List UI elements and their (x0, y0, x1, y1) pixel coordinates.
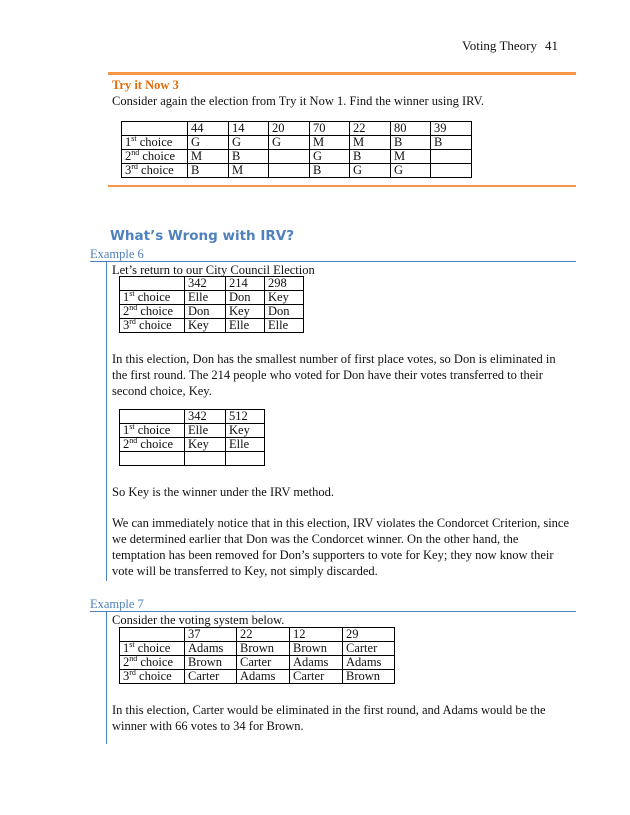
table-header-row (122, 122, 472, 136)
table-cell: Elle (185, 424, 226, 438)
table-header-row (120, 410, 265, 424)
try-it-now-table (121, 121, 472, 178)
table-cell: 44 (188, 122, 229, 136)
table-cell: G (229, 136, 269, 150)
table-cell: M (188, 150, 229, 164)
example-7-intro: Consider the voting system below. (112, 613, 285, 627)
table-cell: Carter (290, 670, 343, 684)
table-cell: M (229, 164, 269, 178)
table-cell: 214 (226, 277, 265, 291)
table-cell: Carter (343, 642, 395, 656)
table-row (120, 424, 265, 438)
table-cell: 14 (229, 122, 269, 136)
table-cell: 342 (185, 277, 226, 291)
table-cell: 342 (185, 410, 226, 424)
section-title: What’s Wrong with IRV? (110, 228, 295, 244)
table-cell: 298 (265, 277, 304, 291)
table-cell: 22 (350, 122, 391, 136)
table-row (120, 670, 395, 684)
table-row (120, 438, 265, 452)
table-cell: G (391, 164, 431, 178)
row-label: 2nd choice (120, 656, 185, 670)
table-cell: Adams (185, 642, 237, 656)
table-cell: Don (185, 305, 226, 319)
row-label: 1st choice (120, 291, 185, 305)
table-row (122, 150, 472, 164)
example-6-margin-line (106, 261, 107, 581)
row-label: 2nd choice (120, 305, 185, 319)
table-cell: Carter (185, 670, 237, 684)
table-cell: Don (265, 305, 304, 319)
table-cell: G (310, 150, 350, 164)
table-header-row (120, 277, 304, 291)
table-cell: Key (226, 424, 265, 438)
table-row (122, 164, 472, 178)
running-header (462, 38, 558, 54)
table-cell: Key (185, 319, 226, 333)
table-cell: B (431, 136, 472, 150)
table-cell: 29 (343, 628, 395, 642)
table-cell: Don (226, 291, 265, 305)
table-row (120, 305, 304, 319)
table-row (120, 319, 304, 333)
table-cell (431, 150, 472, 164)
empty-cell (185, 452, 226, 466)
table-cell (269, 150, 310, 164)
example-7-title: Example 7 (90, 597, 144, 611)
page-number: 41 (545, 38, 558, 53)
header-title: Voting Theory (462, 38, 537, 53)
table-row (122, 136, 472, 150)
table-cell: M (391, 150, 431, 164)
example-6-table-1 (119, 276, 304, 333)
table-cell: B (229, 150, 269, 164)
example-7-margin-line (106, 611, 107, 744)
table-row (120, 452, 265, 466)
table-cell: 39 (431, 122, 472, 136)
table-cell: Adams (237, 670, 290, 684)
row-label: 3rd choice (120, 319, 185, 333)
table-cell: 22 (237, 628, 290, 642)
table-cell: Brown (290, 642, 343, 656)
try-it-now-title: Try it Now 3 (112, 78, 179, 92)
row-label: 1st choice (120, 642, 185, 656)
table-row (120, 642, 395, 656)
table-cell: 20 (269, 122, 310, 136)
table-cell: Elle (185, 291, 226, 305)
table-cell (431, 164, 472, 178)
table-cell: M (350, 136, 391, 150)
example-7-paragraph-1: In this election, Carter would be eliminated in the first round, and Adams would be the winner with 66 votes to 34 for Brown. (112, 703, 546, 733)
empty-cell (120, 452, 185, 466)
table-cell: G (188, 136, 229, 150)
empty-cell (226, 452, 265, 466)
table-cell: Elle (265, 319, 304, 333)
table-cell: 512 (226, 410, 265, 424)
table-cell: Brown (237, 642, 290, 656)
table-cell: Brown (343, 670, 395, 684)
table-cell: Elle (226, 319, 265, 333)
example-6-intro: Let’s return to our City Council Election (112, 263, 315, 277)
row-label: 3rd choice (122, 164, 188, 178)
table-row (120, 656, 395, 670)
example-6-paragraph-3: We can immediately notice that in this election, IRV violates the Condorcet Criterion, since we determined earlier that Don was the Condorcet winner. On the other hand, the temptation has been removed for Don’s supporters to vote for Key; they now know their vote will be transferred to Key, not simply discarded. (112, 516, 570, 578)
row-label: 2nd choice (120, 438, 185, 452)
row-label: 3rd choice (120, 670, 185, 684)
table-cell: Key (226, 305, 265, 319)
row-label: 1st choice (122, 136, 188, 150)
example-6-title: Example 6 (90, 247, 144, 261)
row-label: 2nd choice (122, 150, 188, 164)
table-cell: 80 (391, 122, 431, 136)
example-6-paragraph-2: So Key is the winner under the IRV method. (112, 485, 334, 499)
example-7-table (119, 627, 395, 684)
table-cell: B (188, 164, 229, 178)
table-cell: B (350, 150, 391, 164)
table-cell: B (391, 136, 431, 150)
table-cell: Key (185, 438, 226, 452)
table-cell: G (269, 136, 310, 150)
table-cell: Key (265, 291, 304, 305)
table-cell: B (310, 164, 350, 178)
try-it-now-top-rule (108, 72, 576, 75)
table-header-row (120, 628, 395, 642)
table-cell (269, 164, 310, 178)
table-cell: 37 (185, 628, 237, 642)
example-6-paragraph-1: In this election, Don has the smallest number of first place votes, so Don is eliminated in the first round. The 214 people who voted for Don have their votes transferred to their second choice, Key. (112, 352, 556, 398)
table-cell: Carter (237, 656, 290, 670)
table-cell: Brown (185, 656, 237, 670)
table-cell: M (310, 136, 350, 150)
example-6-table-2 (119, 409, 265, 466)
table-cell: 12 (290, 628, 343, 642)
table-cell: Elle (226, 438, 265, 452)
table-cell: Adams (290, 656, 343, 670)
table-row (120, 291, 304, 305)
table-cell: 70 (310, 122, 350, 136)
try-it-now-prompt: Consider again the election from Try it Now 1. Find the winner using IRV. (112, 94, 485, 108)
row-label: 1st choice (120, 424, 185, 438)
try-it-now-bottom-rule (108, 185, 576, 187)
table-cell: G (350, 164, 391, 178)
table-cell: Adams (343, 656, 395, 670)
